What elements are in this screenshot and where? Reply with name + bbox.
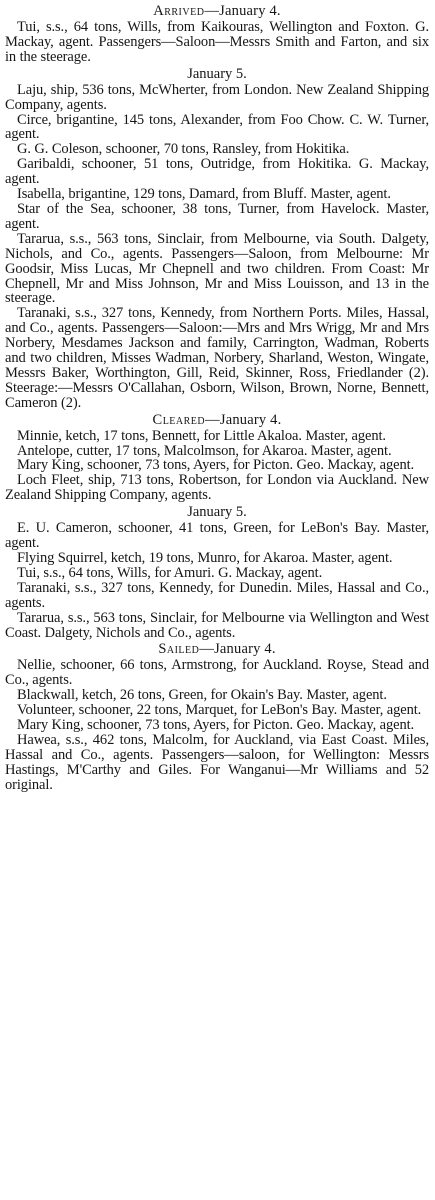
entry: Mary King, schooner, 73 tons, Ayers, for Picton. Geo. Mackay, agent. — [17, 717, 415, 734]
entry: Tararua, s.s., 563 tons, Sinclair, from Melbourne, via South. Dalgety, Nichols, and Co., agents. Passengers—Saloon, from Melbourne: Mr Goodsir, Miss Lucas, Mr Chepnell and two children. From Coast: Mr Chepnell, Mr and Miss Johnson, Mr and Miss Louisson, and 13 in the steerage. — [5, 230, 429, 307]
entry: Volunteer, schooner, 22 tons, Marquet, for LeBon's Bay. Master, agent. — [17, 702, 422, 719]
entry: Circe, brigantine, 145 tons, Alexander, from Foo Chow. C. W. Turner, agent. — [5, 111, 429, 143]
section-kind: Arrived — [153, 3, 205, 19]
section-kind: Cleared — [152, 411, 206, 428]
entry: G. G. Coleson, schooner, 70 tons, Ransley, from Hokitika. — [17, 141, 350, 158]
entry: E. U. Cameron, schooner, 41 tons, Green, for LeBon's Bay. Master, agent. — [5, 520, 429, 552]
entry: Tui, s.s., 64 tons, Wills, from Kaikouras, Wellington and Foxton. G. Mackay, agent. Passengers—Saloon—Messrs Smith and Farton, and six in the steerage. — [5, 19, 429, 65]
entry: Flying Squirrel, ketch, 19 tons, Munro, for Akaroa. Master, agent. — [17, 550, 393, 566]
entry: Garibaldi, schooner, 51 tons, Outridge, from Hokitika. G. Mackay, agent. — [5, 156, 429, 188]
section-sailed-jan4 — [5, 640, 429, 792]
entry: Hawea, s.s., 462 tons, Malcolm, for Auckland, via East Coast. Miles, Hassal and Co., agents. Passengers—saloon, for Wellington: Messrs Hastings, M'Carthy and Giles. For Wanganui—Mr Williams and 52 original. — [5, 731, 429, 793]
entry: Taranaki, s.s., 327 tons, Kennedy, from Northern Ports. Miles, Hassal, and Co., agents. Passengers—Saloon:—Mrs and Mrs Wrigg, Mr and Mrs Norbery, Mesdames Jackson and family, Carrington, Wadman, Roberts and two children, Misses Wadman, Norbery, Sharland, Weston, Wingate, Messrs Baker, Worthington, Gill, Reid, Skinner, Ross, Friedlander (2). Steerage:—Messrs O'Callahan, Osborn, Wilson, Brown, Norne, Bennett, Cameron (2). — [5, 305, 429, 411]
entry: Loch Fleet, ship, 713 tons, Robertson, for London via Auckland. New Zealand Shipping Company, agents. — [5, 472, 429, 504]
entry: Blackwall, ketch, 26 tons, Green, for Okain's Bay. Master, agent. — [17, 687, 387, 704]
section-kind: Sailed — [158, 641, 200, 658]
entry: Tui, s.s., 64 tons, Wills, for Amuri. G. Mackay, agent. — [17, 564, 323, 581]
entry: Laju, ship, 536 tons, McWherter, from London. New Zealand Shipping Company, agents. — [5, 81, 429, 113]
section-date: January 4. — [214, 641, 276, 658]
date-heading: January 5. — [187, 65, 247, 82]
section-arrived-jan4 — [5, 2, 429, 65]
entry: Star of the Sea, schooner, 38 tons, Turner, from Havelock. Master, agent. — [5, 200, 429, 232]
section-arrived-jan5 — [5, 65, 429, 411]
entry: Antelope, cutter, 17 tons, Malcolmson, for Akaroa. Master, agent. — [17, 442, 392, 459]
entry: Minnie, ketch, 17 tons, Bennett, for Little Akaloa. Master, agent. — [17, 427, 386, 444]
entry: Isabella, brigantine, 129 tons, Damard, from Bluff. Master, agent. — [17, 186, 391, 203]
section-cleared-jan4 — [5, 411, 429, 504]
section-date: January 4. — [219, 411, 282, 428]
entry: Tararua, s.s., 563 tons, Sinclair, for Melbourne via Wellington and West Coast. Dalgety, Nichols and Co., agents. — [5, 609, 429, 641]
section-cleared-jan5 — [5, 503, 429, 640]
entry: Mary King, schooner, 73 tons, Ayers, for Picton. Geo. Mackay, agent. — [17, 457, 415, 474]
section-heading: Arrived—January 4. — [153, 3, 281, 19]
section-heading: Cleared—January 4. — [152, 411, 282, 428]
section-date: January 4. — [219, 3, 281, 19]
entry: Taranaki, s.s., 327 tons, Kennedy, for Dunedin. Miles, Hassal and Co., agents. — [5, 579, 429, 611]
section-heading: Sailed—January 4. — [158, 641, 276, 658]
entry: Nellie, schooner, 66 tons, Armstrong, for Auckland. Royse, Stead and Co., agents. — [5, 657, 429, 689]
date-heading: January 5. — [187, 504, 247, 521]
